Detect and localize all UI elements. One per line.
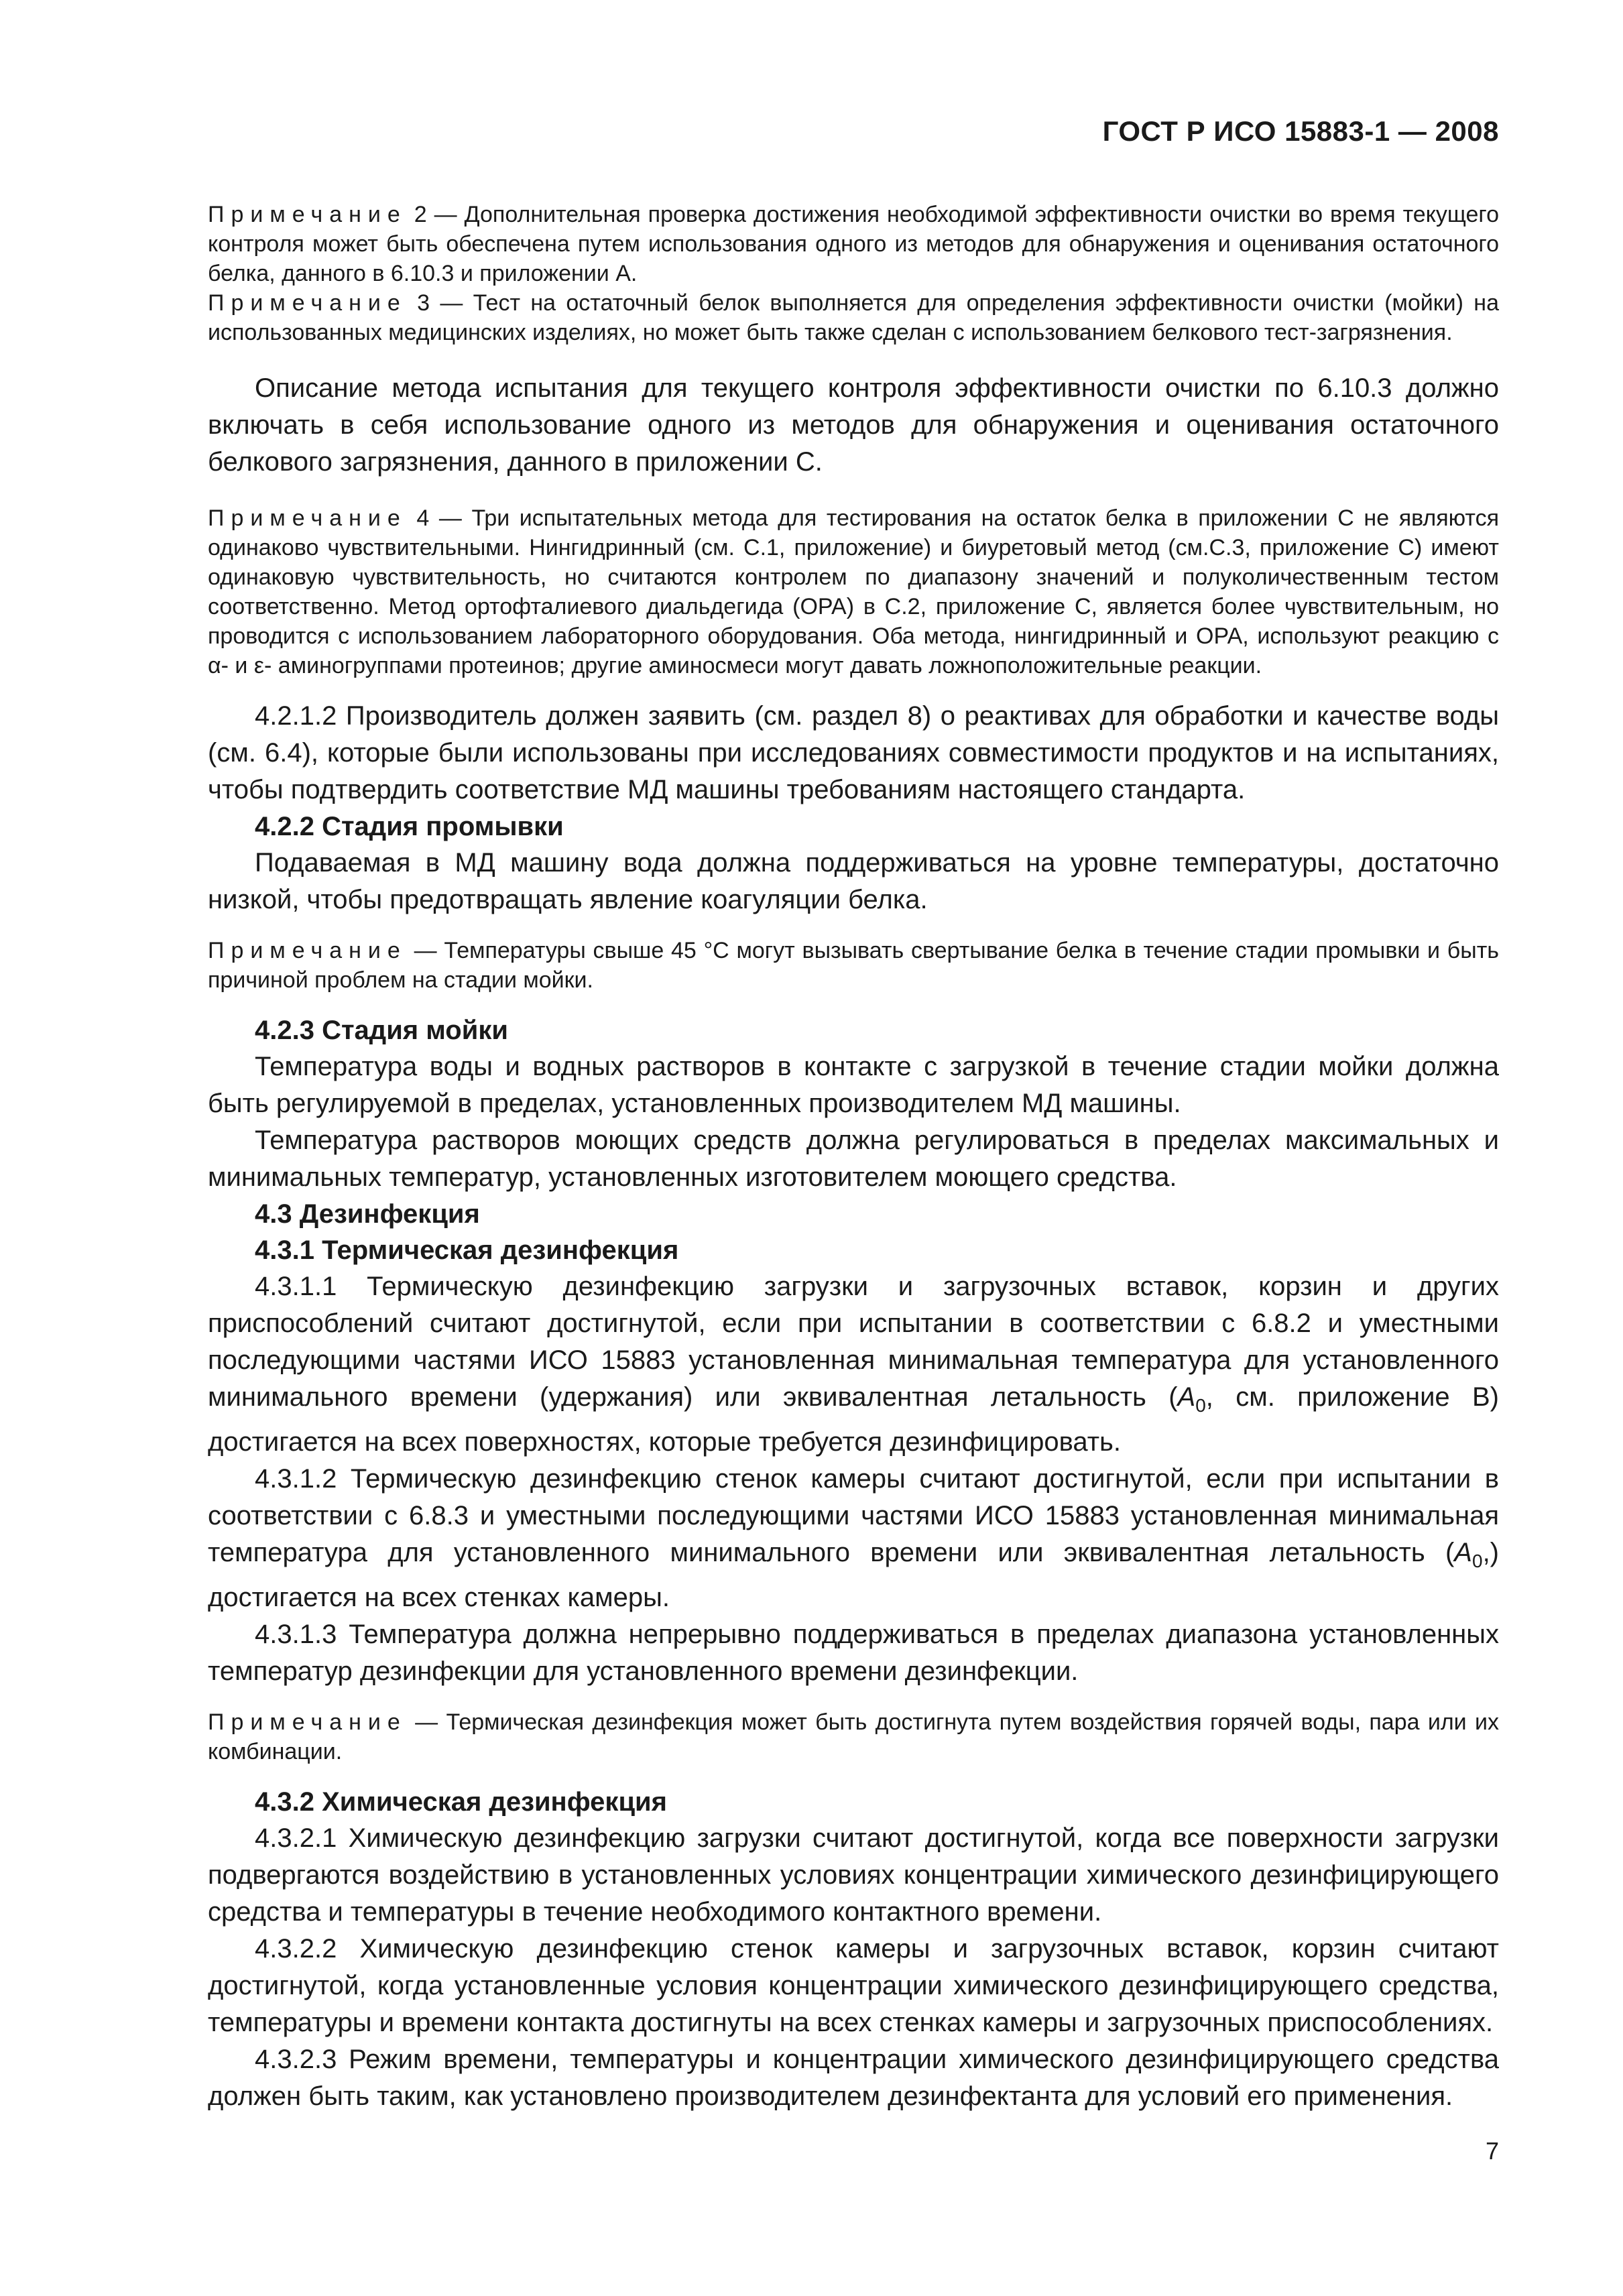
note-4-text: 4 — Три испытательных метода для тестирования на остаток белка в приложении С не являются одинаково чувствительными. Нингидринный (см. С.1, приложение) и биуретовый метод (см.С.3, приложение С) имеют одинаковую чувствительность, но считаются контролем по диапазону значений и полуколичественным тестом соответственно. Метод ортофталиевого диальдегида (OPA) в С.2, приложение С, является более чувствительным, но проводится с использованием лабораторного оборудования. Оба метода, нингидринный и OPA, используют реакцию с α- и ε- аминогруппами протеинов; другие аминосмеси могут давать ложноположительные реакции.: [208, 505, 1499, 678]
subscript-zero: 0: [1195, 1395, 1206, 1416]
note-5-text: — Температуры свыше 45 °С могут вызывать свертывание белка в течение стадии промывки и быть причиной проблем на стадии мойки.: [208, 938, 1499, 993]
note-6-label: Примечание: [208, 1709, 407, 1735]
paragraph-4-3-1-2: [208, 1461, 1499, 1616]
paragraph-4-3-1-1: [208, 1268, 1499, 1461]
note-4: [208, 503, 1499, 680]
paragraph-4-3-1-1-part1: 4.3.1.1 Термическую дезинфекцию загрузки и загрузочных вставок, корзин и других приспособлений считают достигнутой, если при испытании в соответствии с 6.8.2 и уместными последующими частями ИСО 15883 установленная минимальная температура для установленного минимального времени (удержания) или эквивалентная летальность (: [208, 1272, 1499, 1412]
paragraph-4-2-2: Подаваемая в МД машину вода должна поддерживаться на уровне температуры, достаточно низкой, чтобы предотвращать явление коагуляции белка.: [208, 848, 1499, 914]
paragraph-4-3-2-1: 4.3.2.1 Химическую дезинфекцию загрузки считают достигнутой, когда все поверхности загрузки подвергаются воздействию в установленных условиях концентрации химического дезинфицирующего средства и температуры в течение необходимого контактного времени.: [208, 1823, 1499, 1927]
heading-4-3: 4.3 Дезинфекция: [255, 1199, 480, 1229]
page-number: 7: [1485, 2137, 1499, 2165]
subscript-zero: 0: [1471, 1551, 1483, 1571]
document-header: ГОСТ Р ИСО 15883-1 — 2008: [1102, 115, 1499, 147]
note-6-text: — Термическая дезинфекция может быть достигнута путем воздействия горячей воды, пара или их комбинации.: [208, 1709, 1499, 1764]
paragraph-4-3-2-2: 4.3.2.2 Химическую дезинфекцию стенок камеры и загрузочных вставок, корзин считают достигнутой, когда установленные условия концентрации химического дезинфицирующего средства, температуры и времени контакта достигнуты на всех стенках камеры и загрузочных приспособлениях.: [208, 1934, 1499, 2037]
letter-a: A: [1454, 1538, 1472, 1567]
paragraph-4-3-1-1-part2: , см. приложение В) достигается на всех поверхностях, которые требуется дезинфицировать.: [208, 1382, 1500, 1457]
paragraph-method-description: Описание метода испытания для текущего контроля эффективности очистки по 6.10.3 должно включать в себя использование одного из методов для обнаружения и оценивания остаточного белкового загрязнения, данного в приложении С.: [208, 373, 1499, 477]
heading-4-3-1: 4.3.1 Термическая дезинфекция: [255, 1235, 679, 1265]
note-2-label: Примечание: [208, 202, 407, 227]
note-3-label: Примечание: [208, 290, 407, 316]
document-body: [208, 200, 1499, 2115]
note-5-label: Примечание: [208, 938, 407, 963]
note-4-label: Примечание: [208, 505, 407, 531]
letter-a: A: [1177, 1382, 1196, 1412]
heading-4-3-2: 4.3.2 Химическая дезинфекция: [255, 1787, 667, 1817]
paragraph-4-3-1-3: 4.3.1.3 Температура должна непрерывно поддерживаться в пределах диапазона установленных температур дезинфекции для установленного времени дезинфекции.: [208, 1620, 1499, 1686]
paragraph-4-2-1-2: 4.2.1.2 Производитель должен заявить (см. раздел 8) о реактивах для обработки и качестве воды (см. 6.4), которые были использованы при исследованиях совместимости продуктов и на испытаниях, чтобы подтвердить соответствие МД машины требованиям настоящего стандарта.: [208, 701, 1499, 804]
paragraph-4-3-1-2-part2: ,) достигается на всех стенках камеры.: [208, 1538, 1499, 1612]
note-3-text: 3 — Тест на остаточный белок выполняется для определения эффективности очистки (мойки) на использованных медицинских изделиях, но может быть также сделан с использованием белкового тест-загрязнения.: [208, 290, 1499, 345]
note-2-text: 2 — Дополнительная проверка достижения необходимой эффективности очистки во время текущего контроля может быть обеспечена путем использования одного из методов для обнаружения и оценивания остаточного белка, данного в 6.10.3 и приложении А.: [208, 202, 1499, 286]
paragraph-4-2-3-a: Температура воды и водных растворов в контакте с загрузкой в течение стадии мойки должна быть регулируемой в пределах, установленных производителем МД машины.: [208, 1052, 1499, 1118]
paragraph-4-2-3-b: Температура растворов моющих средств должна регулироваться в пределах максимальных и минимальных температур, установленных изготовителем моющего средства.: [208, 1126, 1499, 1192]
note-3: [208, 288, 1499, 347]
note-6: [208, 1707, 1499, 1766]
note-2: [208, 200, 1499, 288]
note-5: [208, 936, 1499, 995]
paragraph-4-3-1-2-part1: 4.3.1.2 Термическую дезинфекцию стенок камеры считают достигнутой, если при испытании в соответствии с 6.8.3 и уместными последующими частями ИСО 15883 установленная минимальная температура для установленного минимального времени или эквивалентная летальность (: [208, 1464, 1499, 1567]
paragraph-4-3-2-3: 4.3.2.3 Режим времени, температуры и концентрации химического дезинфицирующего средства должен быть таким, как установлено производителем дезинфектанта для условий его применения.: [208, 2045, 1499, 2111]
heading-4-2-2: 4.2.2 Стадия промывки: [255, 812, 564, 841]
heading-4-2-3: 4.2.3 Стадия мойки: [255, 1016, 508, 1045]
